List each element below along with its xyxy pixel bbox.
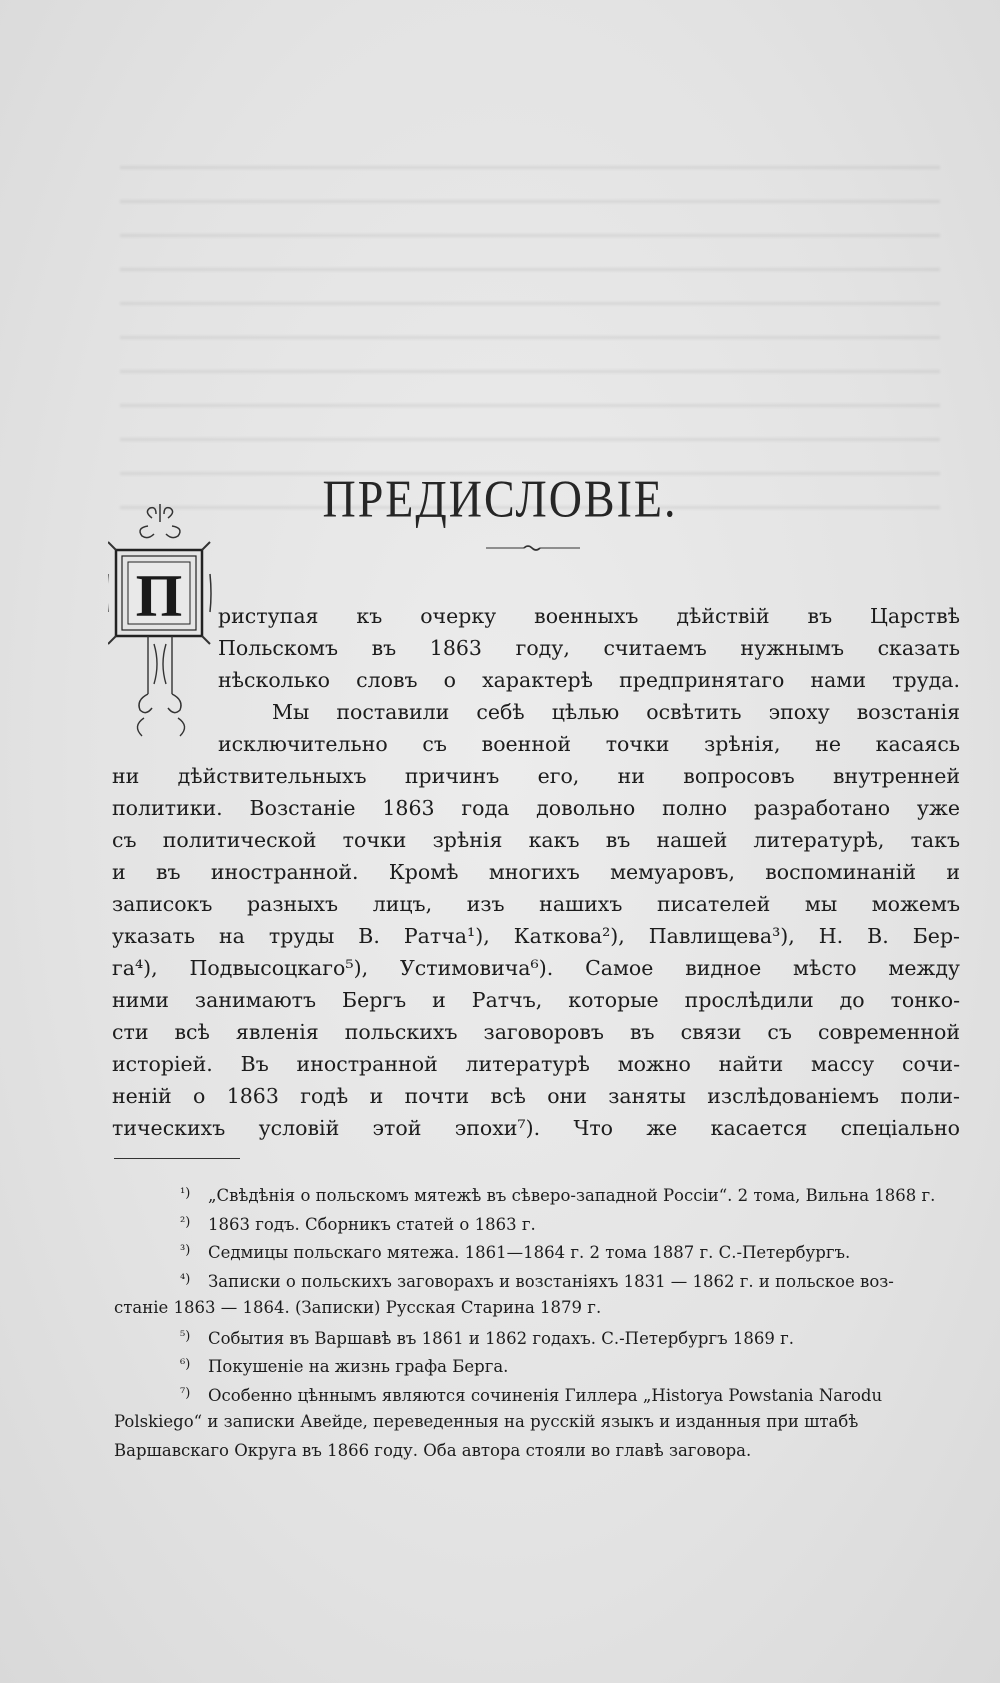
footnote-5 <box>114 1323 960 1352</box>
body-line: ними занимаютъ Бергъ и Ратчъ, которые прослѣдили до тонко- <box>112 988 960 1012</box>
footnote-number: ⁷) <box>180 1385 191 1401</box>
footnote-7-continued-2: Варшавскаго Округа въ 1866 году. Оба автора стояли во главѣ заговора. <box>114 1440 752 1460</box>
body-line: сти всѣ явленія польскихъ заговоровъ въ связи съ современной <box>112 1020 960 1044</box>
footnote-number: ⁵) <box>180 1328 191 1344</box>
body-line: Мы поставили себѣ цѣлью освѣтить эпоху возстанія <box>272 700 960 724</box>
footnote-2 <box>114 1209 960 1238</box>
footnote-number: ³) <box>180 1243 191 1258</box>
body-line: га⁴), Подвысоцкаго⁵), Устимовича⁶). Самое видное мѣсто между <box>112 956 960 980</box>
body-text <box>112 600 960 1144</box>
footnote-1 <box>114 1180 960 1209</box>
body-line: ни дѣйствительныхъ причинъ его, ни вопросовъ внутренней <box>112 764 960 788</box>
footnote-text: Записки о польскихъ заговорахъ и возстаніяхъ 1831 — 1862 г. и польское воз- <box>208 1271 894 1291</box>
footnote-6 <box>114 1351 960 1380</box>
body-line: политики. Возстаніе 1863 года довольно полно разработано уже <box>112 796 960 820</box>
body-line: записокъ разныхъ лицъ, изъ нашихъ писателей мы можемъ <box>112 892 960 916</box>
footnote-7 <box>114 1380 960 1409</box>
footnote-4-continued: станіе 1863 — 1864. (Записки) Русская Старина 1879 г. <box>114 1298 602 1317</box>
footnote-number: ⁴) <box>180 1271 191 1287</box>
footnote-text: Покушеніе на жизнь графа Берга. <box>208 1357 509 1376</box>
footnote-7-continued: Polskiego“ и записки Авейде, переведенныя на русскій языкъ и изданныя при штабѣ <box>114 1412 859 1431</box>
footnote-4 <box>114 1266 960 1295</box>
page-title: ПРЕДИСЛОВІЕ. <box>322 469 678 528</box>
body-line: риступая къ очерку военныхъ дѣйствій въ Царствѣ <box>218 604 960 628</box>
body-line: нѣсколько словъ о характерѣ предпринятаго нами труда. <box>218 668 960 692</box>
footnote-text: События въ Варшавѣ въ 1861 и 1862 годахъ. С.-Петербургъ 1869 г. <box>208 1328 795 1348</box>
body-line: неній о 1863 годѣ и почти всѣ они заняты изслѣдованіемъ поли- <box>112 1084 960 1108</box>
footnote-text: Седмицы польскаго мятежа. 1861—1864 г. 2 тома 1887 г. С.-Петербургъ. <box>208 1243 851 1262</box>
body-line: и въ иностранной. Кромѣ многихъ мемуаровъ, воспоминаній и <box>112 860 960 884</box>
bleed-through-text <box>120 140 940 520</box>
title-ornament <box>486 543 580 553</box>
footnote-number: ⁶) <box>180 1357 191 1372</box>
footnote-number: ¹) <box>180 1186 191 1201</box>
footnotes <box>114 1180 960 1465</box>
initial-letter: П <box>135 563 183 629</box>
body-line: тическихъ условій этой эпохи⁷). Что же касается спеціально <box>112 1116 960 1140</box>
footnote-separator <box>114 1158 240 1159</box>
footnote-3 <box>114 1237 960 1266</box>
body-line: съ политической точки зрѣнія какъ въ нашей литературѣ, такъ <box>112 828 960 852</box>
footnote-text: „Свѣдѣнія о польскомъ мятежѣ въ сѣверо-западной Россіи“. 2 тома, Вильна 1868 г. <box>208 1186 936 1205</box>
body-line: Польскомъ въ 1863 году, считаемъ нужнымъ сказать <box>218 636 960 660</box>
footnote-text: 1863 годъ. Сборникъ статей о 1863 г. <box>208 1214 536 1234</box>
body-line: указать на труды В. Ратча¹), Каткова²), Павлищева³), Н. В. Бер- <box>112 924 960 948</box>
body-line: исключительно съ военной точки зрѣнія, не касаясь <box>218 732 960 756</box>
footnote-number: ²) <box>180 1214 191 1230</box>
footnote-text: Особенно цѣннымъ являются сочиненія Гиллера „Historya Powstania Narodu <box>208 1385 883 1405</box>
body-line: исторіей. Въ иностранной литературѣ можно найти массу сочи- <box>112 1052 960 1076</box>
